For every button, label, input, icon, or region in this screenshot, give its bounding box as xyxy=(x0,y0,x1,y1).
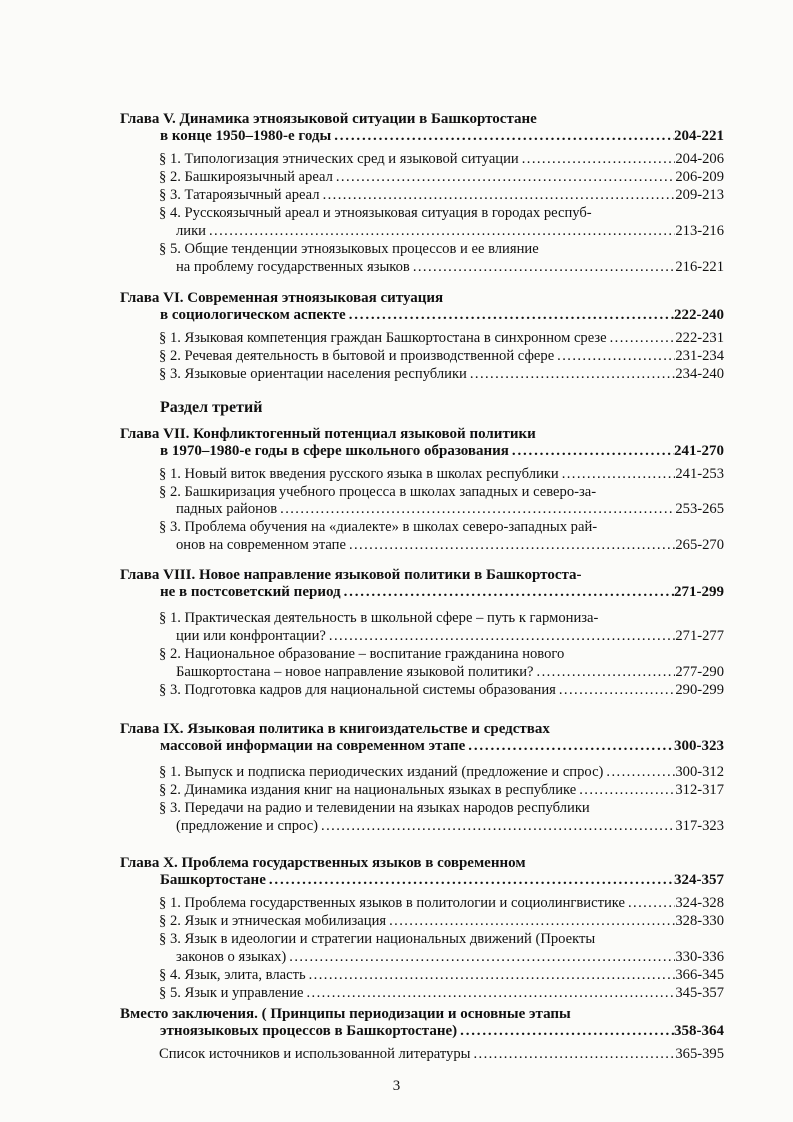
toc-entry-cont: падных районов ..... 253-265 xyxy=(176,500,724,518)
toc-entry-cont: Башкортостана – новое направление языковой политики? ..... 277-290 xyxy=(176,663,724,681)
toc-entry: § 1. Типологизация этнических сред и языковой ситуации ..... 204-206 xyxy=(159,150,724,168)
toc-entry: § 3. Передачи на радио и телевидении на языках народов республики xyxy=(159,800,590,816)
chapter-5-title: Глава V. Динамика этноязыковой ситуации в Башкортостане xyxy=(120,111,537,127)
toc-entry: § 2. Башкироязычный ареал ..... 206-209 xyxy=(159,168,724,186)
toc-entry: § 3. Языковые ориентации населения республики ..... 234-240 xyxy=(159,365,724,383)
chapter-8-entry: не в постсоветский период ..... 271-299 xyxy=(160,583,724,601)
chapter-8-pages: 271-299 xyxy=(674,584,724,600)
conclusion-title: Вместо заключения. ( Принципы периодизации и основные этапы xyxy=(120,1006,571,1022)
toc-entry: § 1. Языковая компетенция граждан Башкортостана в синхронном срезе ..... 222-231 xyxy=(159,329,724,347)
chapter-9-pages: 300-323 xyxy=(674,738,724,754)
toc-entry-cont: ции или конфронтации? ..... 271-277 xyxy=(176,627,724,645)
chapter-10-pages: 324-357 xyxy=(674,872,724,888)
toc-entry: § 2. Динамика издания книг на национальных языках в республике ..... 312-317 xyxy=(159,781,724,799)
toc-entry-cont: на проблему государственных языков ..... 216-221 xyxy=(176,258,724,276)
toc-entry: § 3. Подготовка кадров для национальной системы образования ..... 290-299 xyxy=(159,681,724,699)
toc-entry: § 1. Практическая деятельность в школьной сфере – путь к гармониза- xyxy=(159,610,599,626)
toc-entry: § 2. Национальное образование – воспитание гражданина нового xyxy=(159,646,565,662)
toc-entry: § 2. Язык и этническая мобилизация ..... 328-330 xyxy=(159,912,724,930)
conclusion-entry: этноязыковых процессов в Башкортостане) ..... 358-364 xyxy=(160,1022,724,1040)
toc-entry: § 2. Башкиризация учебного процесса в школах западных и северо-за- xyxy=(159,484,597,500)
toc-entry: § 1. Новый виток введения русского языка в школах республики ..... 241-253 xyxy=(159,465,724,483)
chapter-6-title: Глава VI. Современная этноязыковая ситуация xyxy=(120,290,444,306)
chapter-6-entry: в социологическом аспекте ..... 222-240 xyxy=(160,306,724,324)
chapter-7-title: Глава VII. Конфликтогенный потенциал языковой политики xyxy=(120,426,536,442)
chapter-7-pages: 241-270 xyxy=(674,443,724,459)
chapter-5-pages: 204-221 xyxy=(674,128,724,144)
page-number: 3 xyxy=(392,1078,401,1094)
toc-entry: § 3. Язык в идеологии и стратегии национальных движений (Проекты xyxy=(159,931,596,947)
toc-entry-cont: онов на современном этапе ..... 265-270 xyxy=(176,536,724,554)
chapter-10-title: Глава X. Проблема государственных языков в современном xyxy=(120,855,526,871)
chapter-7-entry: в 1970–1980-е годы в сфере школьного образования ..... 241-270 xyxy=(160,442,724,460)
toc-entry: § 3. Проблема обучения на «диалекте» в школах северо-западных рай- xyxy=(159,519,598,535)
toc-entry: § 1. Проблема государственных языков в политологии и социолингвистике ..... 324-328 xyxy=(159,894,724,912)
toc-entry: § 3. Татароязычный ареал ..... 209-213 xyxy=(159,186,724,204)
conclusion-pages: 358-364 xyxy=(674,1023,724,1039)
toc-entry: § 4. Русскоязычный ареал и этноязыковая ситуация в городах респуб- xyxy=(159,205,592,221)
chapter-9-title: Глава IX. Языковая политика в книгоиздательстве и средствах xyxy=(120,721,550,737)
chapter-10-entry: Башкортостане ..... 324-357 xyxy=(160,871,724,889)
section-title: Раздел третий xyxy=(160,399,263,416)
chapter-5-entry: в конце 1950–1980-е годы ..... 204-221 xyxy=(160,127,724,145)
chapter-9-entry: массовой информации на современном этапе ..... 300-323 xyxy=(160,737,724,755)
toc-entry: § 5. Язык и управление ..... 345-357 xyxy=(159,984,724,1002)
toc-entry: § 4. Язык, элита, власть ..... 366-345 xyxy=(159,966,724,984)
toc-entry: § 5. Общие тенденции этноязыковых процессов и ее влияние xyxy=(159,241,539,257)
toc-entry: § 1. Выпуск и подписка периодических изданий (предложение и спрос) ..... 300-312 xyxy=(159,763,724,781)
chapter-8-title: Глава VIII. Новое направление языковой политики в Башкортоста- xyxy=(120,567,582,583)
toc-entry: § 2. Речевая деятельность в бытовой и производственной сфере ..... 231-234 xyxy=(159,347,724,365)
toc-entry-cont: (предложение и спрос) ..... 317-323 xyxy=(176,817,724,835)
chapter-6-pages: 222-240 xyxy=(674,307,724,323)
toc-entry-cont: лики ..... 213-216 xyxy=(176,222,724,240)
toc-entry-cont: законов о языках) ..... 330-336 xyxy=(176,948,724,966)
bibliography-entry: Список источников и использованной литературы ..... 365-395 xyxy=(159,1045,724,1063)
